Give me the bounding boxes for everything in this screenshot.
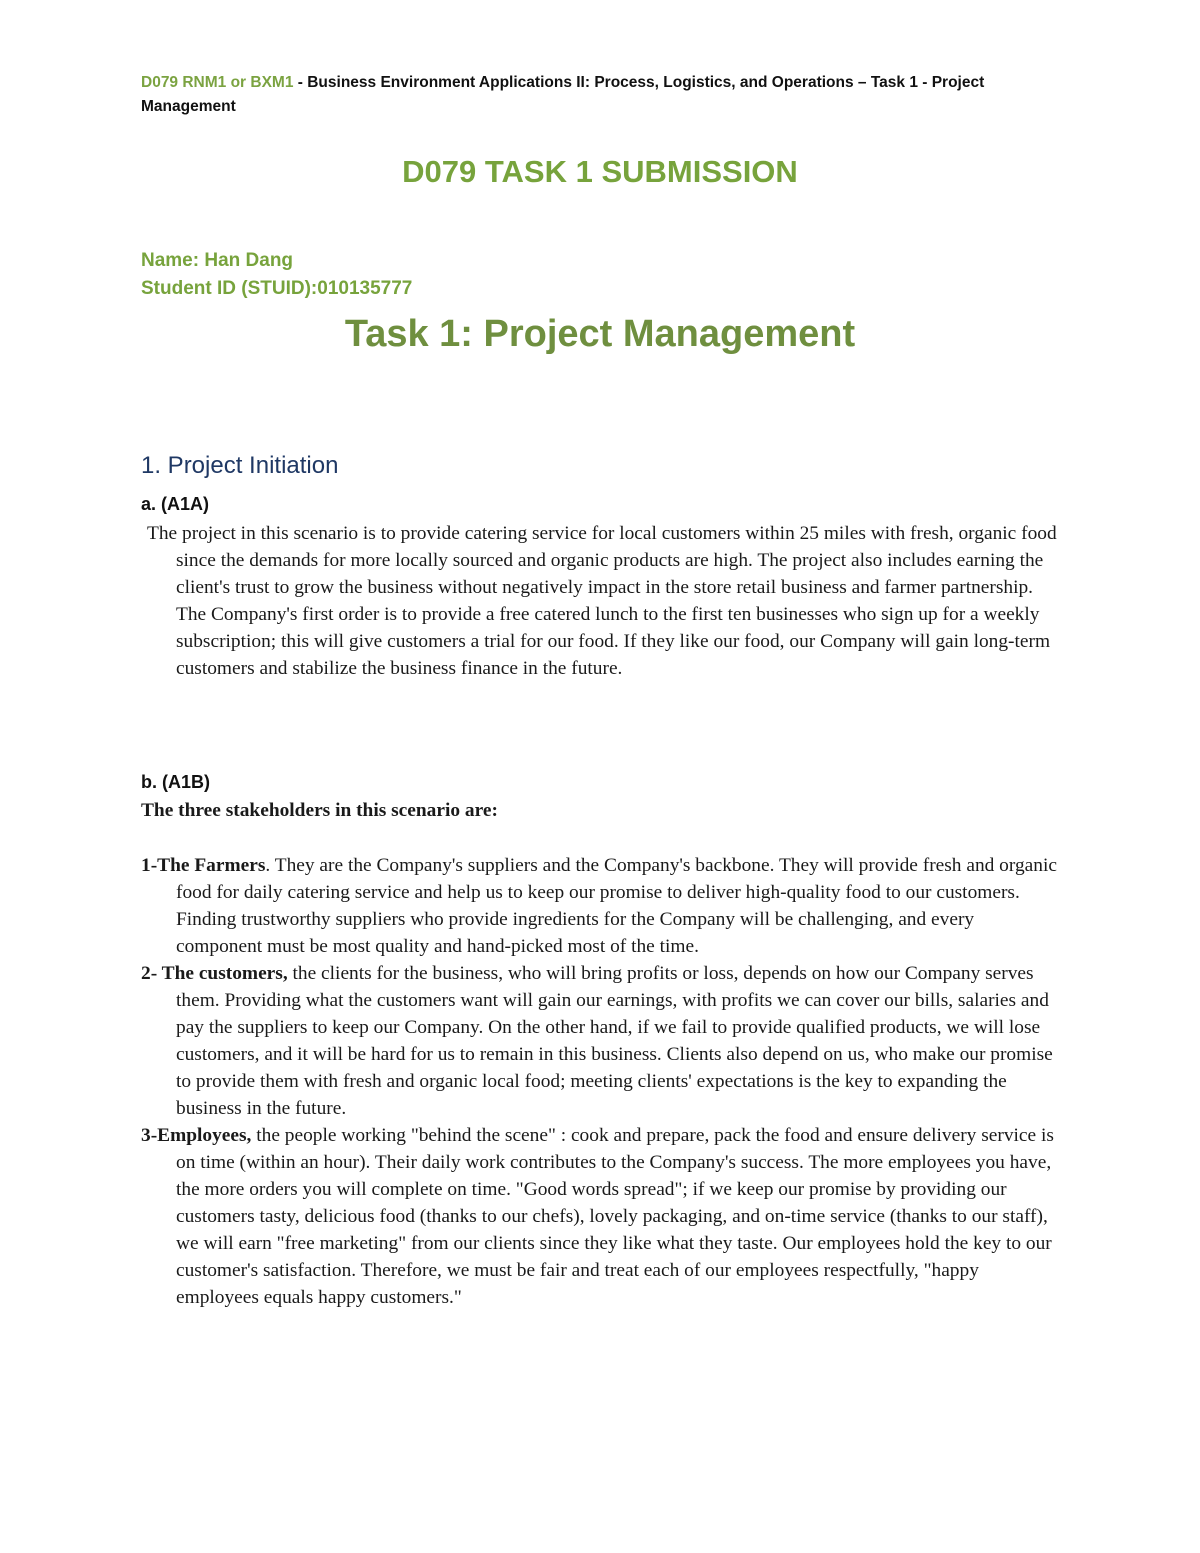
stakeholder-list bbox=[141, 852, 1061, 1311]
course-code: D079 RNM1 or BXM1 bbox=[141, 74, 294, 91]
page-header bbox=[141, 71, 1061, 119]
subsection-heading-a1a: a. (A1A) bbox=[141, 494, 210, 514]
stakeholder-item bbox=[141, 1122, 1061, 1311]
a1a-paragraph bbox=[141, 520, 1061, 682]
stakeholder-label: 1-The Farmers bbox=[141, 855, 266, 876]
stakeholder-text: the people working "behind the scene" : cook and prepare, pack the food and ensure delivery service is on time (within an hour). Their daily work contributes to the Company's success. The more employees you have, the more orders you will complete on time. "Good words spread"; if we keep our promise by providing our customers tasty, delicious food (thanks to our chefs), lovely packaging, and on-time service (thanks to our staff), we will earn "free marketing" from our clients since they like what they taste. Our employees hold the key to our customer's satisfaction. Therefore, we must be fair and treat each of our employees respectfully, "happy employees equals happy customers." bbox=[176, 1125, 1054, 1308]
stakeholder-item bbox=[141, 852, 1061, 960]
stakeholder-label: 2- The customers, bbox=[141, 963, 288, 984]
stakeholder-item bbox=[141, 960, 1061, 1122]
a1a-text: The project in this scenario is to provide catering service for local customers within 25 miles with fresh, organic food since the demands for more locally sourced and organic products are high. The project also includes earning the client's trust to grow the business without negatively impact in the store retail business and farmer partnership. The Company's first order is to provide a free catered lunch to the first ten businesses who sign up for a weekly subscription; this will give customers a trial for our food. If they like our food, our Company will gain long-term customers and stabilize the business finance in the future. bbox=[147, 523, 1057, 679]
student-id: Student ID (STUID):010135777 bbox=[141, 278, 413, 299]
section-heading-project-initiation: 1. Project Initiation bbox=[141, 452, 339, 479]
subsection-heading-a1b: b. (A1B) bbox=[141, 772, 210, 792]
task-title: Task 1: Project Management bbox=[344, 313, 856, 355]
stakeholder-label: 3-Employees, bbox=[141, 1125, 252, 1146]
document-title: D079 TASK 1 SUBMISSION bbox=[402, 154, 798, 189]
stakeholder-text: the clients for the business, who will bring profits or loss, depends on how our Company serves them. Providing what the customers want will gain our earnings, with profits we can cover our bills, salaries and pay the suppliers to keep our Company. On the other hand, if we fail to provide qualified products, we will lose customers, and it will be hard for us to remain in this business. Clients also depend on us, who make our promise to provide them with fresh and organic local food; meeting clients' expectations is the key to expanding the business in the future. bbox=[176, 963, 1053, 1119]
student-name: Name: Han Dang bbox=[141, 250, 294, 271]
course-title: - Business Environment Applications II: Process, Logistics, and Operations – Task 1 - Project Management bbox=[141, 74, 985, 115]
stakeholders-intro: The three stakeholders in this scenario are: bbox=[141, 800, 498, 821]
stakeholder-text: . They are the Company's suppliers and the Company's backbone. They will provide fresh and organic food for daily catering service and help us to keep our promise to deliver high-quality food to our customers. Finding trustworthy suppliers who provide ingredients for the Company will be challenging, and every component must be most quality and hand-picked most of the time. bbox=[176, 855, 1057, 957]
student-info bbox=[141, 247, 412, 303]
